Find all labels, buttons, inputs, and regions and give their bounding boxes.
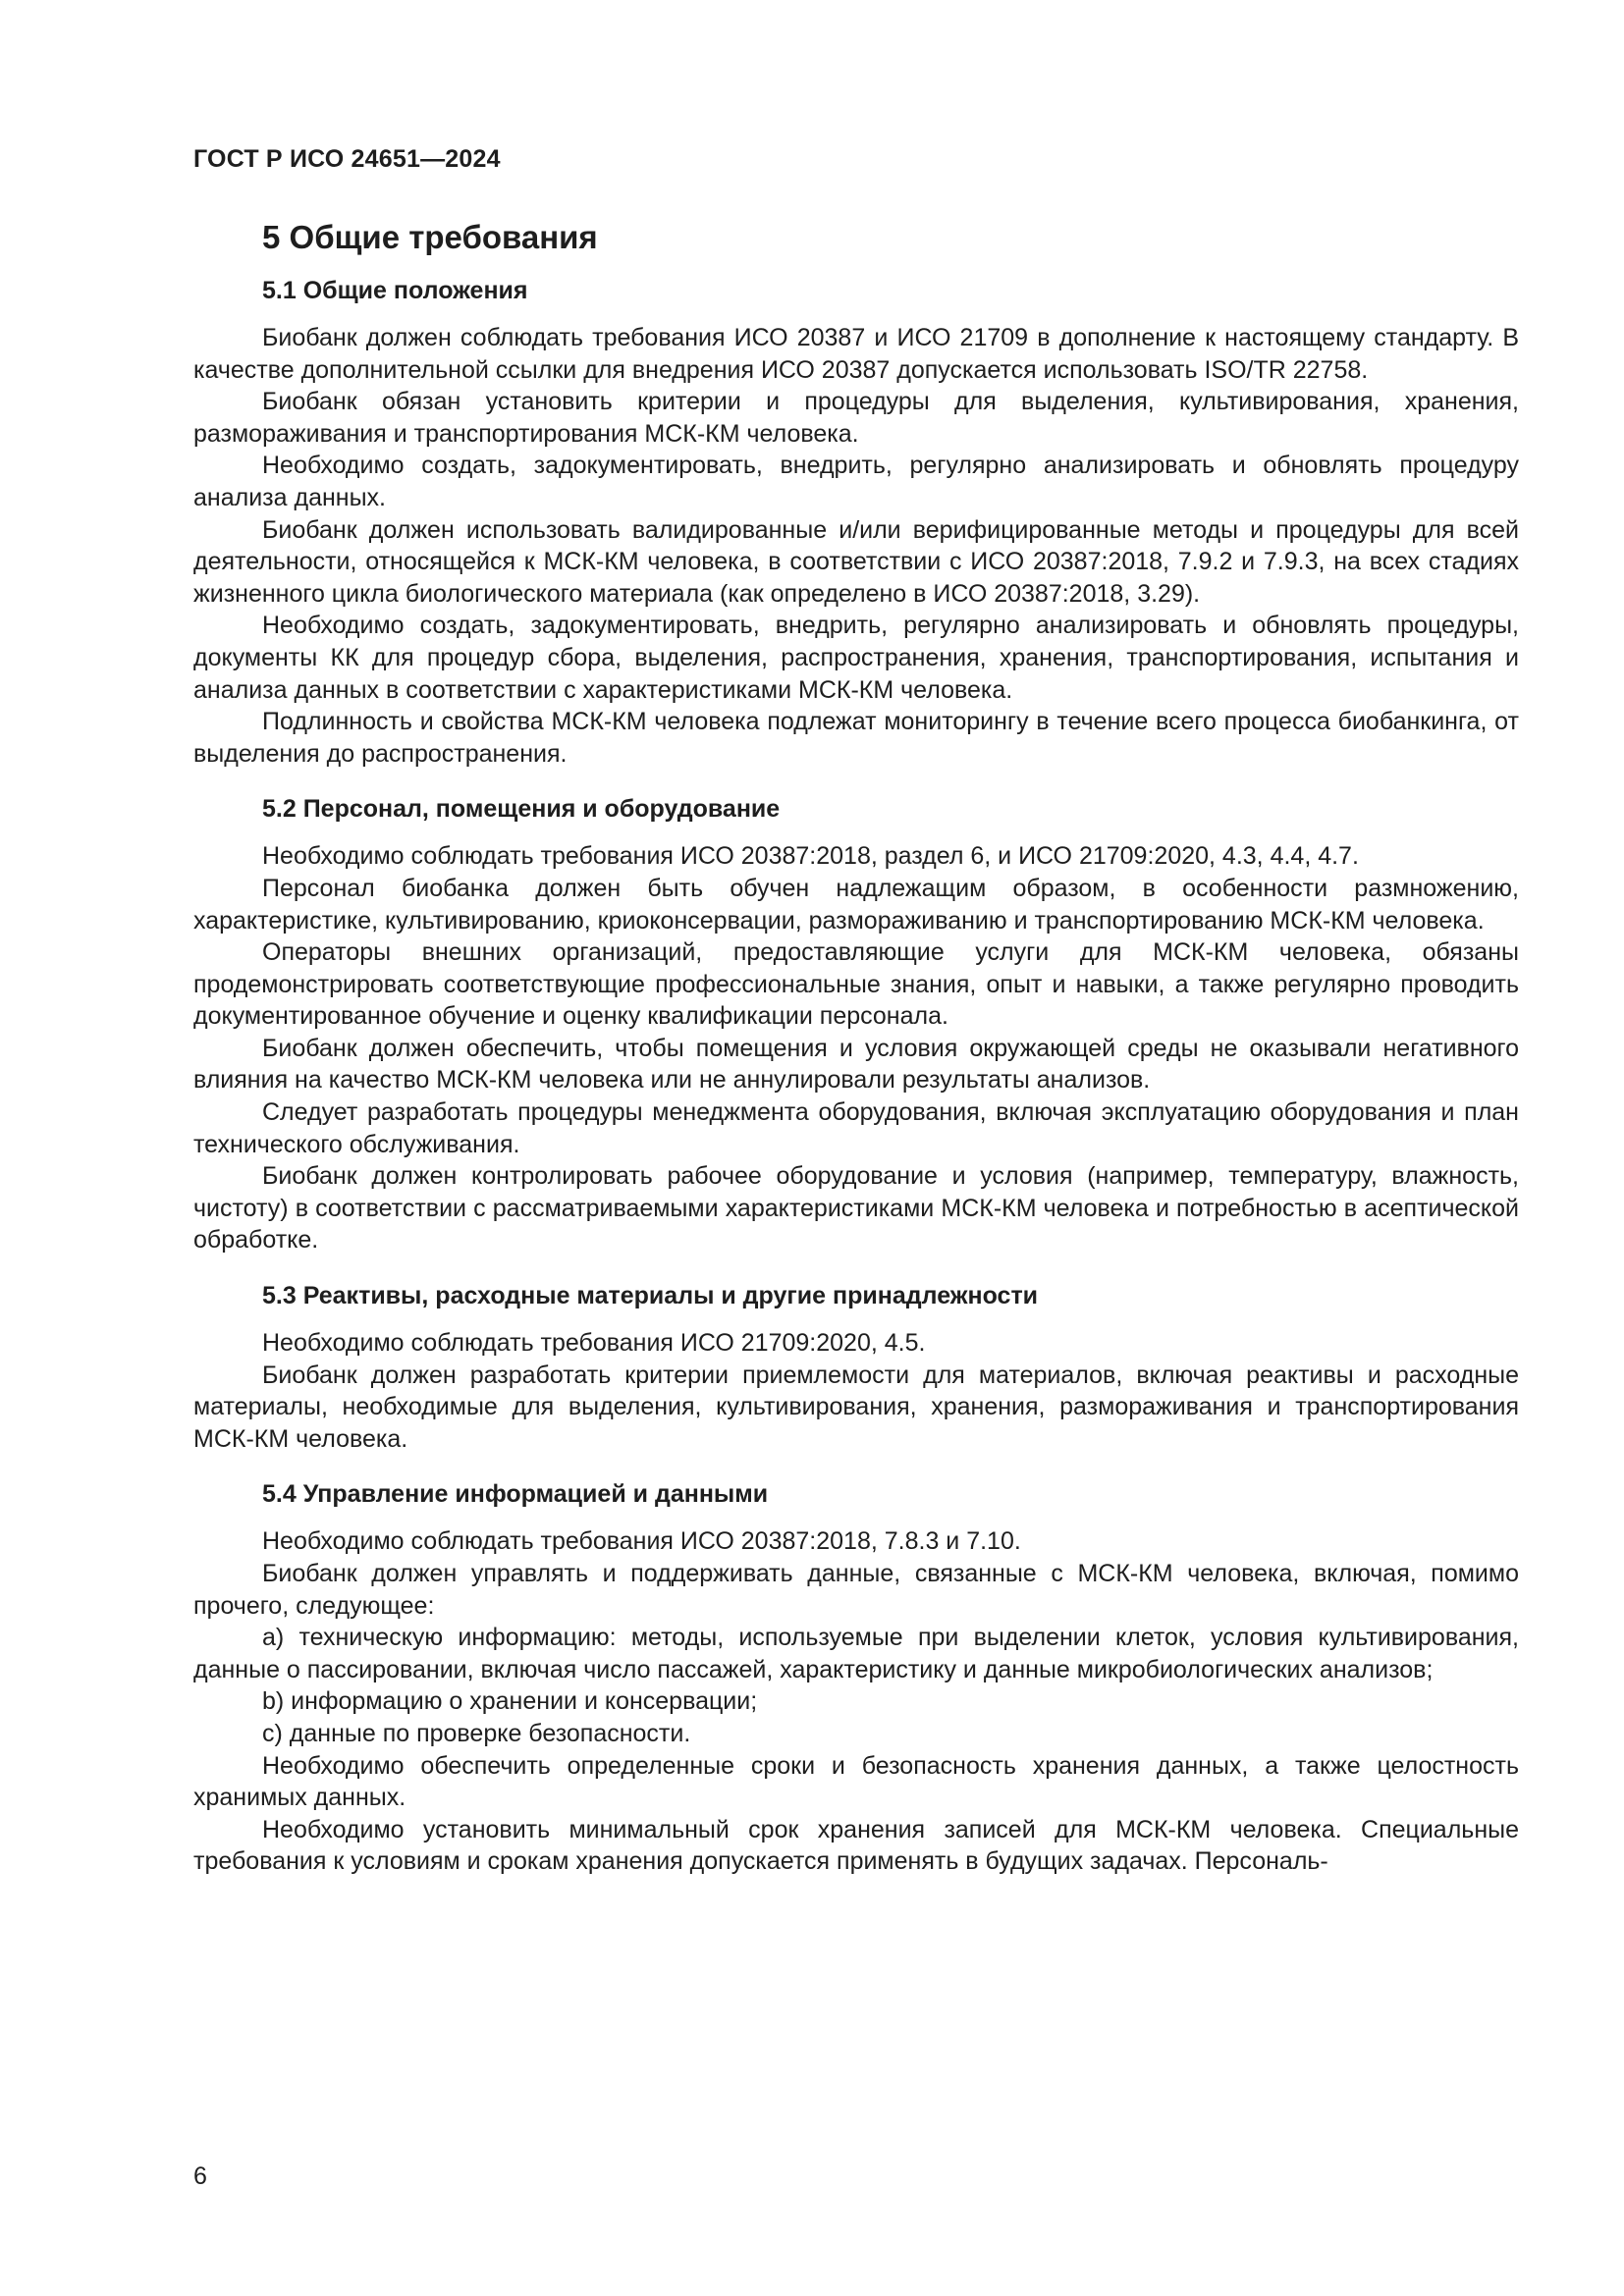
paragraph: Биобанк должен использовать валидированные и/или верифицированные методы и процедуры для всей деятельности, относящейся к МСК-КМ человека, в соответствии с ИСО 20387:2018, 7.9.2 и 7.9.3, на всех стадиях жизненного цикла биологического материала (как определено в ИСО 20387:2018, 3.29). — [193, 515, 1519, 608]
paragraph: Необходимо создать, задокументировать, внедрить, регулярно анализировать и обновлять процедуру анализа данных. — [193, 452, 1519, 511]
paragraph: Биобанк должен разработать критерии приемлемости для материалов, включая реактивы и расходные материалы, необходимые для выделения, культивирования, хранения, размораживания и транспортирования МСК-КМ человека. — [193, 1361, 1519, 1453]
paragraph: Необходимо установить минимальный срок хранения записей для МСК-КМ человека. Специальные требования к условиям и срокам хранения допускается применять в будущих задачах. Персональ- — [193, 1815, 1519, 1876]
paragraph: Необходимо создать, задокументировать, внедрить, регулярно анализировать и обновлять процедуры, документы КК для процедур сбора, выделения, распространения, хранения, транспортирования, испытания и анализа данных в соответствии с характеристиками МСК-КМ человека. — [193, 612, 1519, 704]
paragraph: Персонал биобанка должен быть обучен надлежащим образом, в особенности размножению, характеристике, культивированию, криоконсервации, размораживанию и транспортированию МСК-КМ человека. — [193, 874, 1519, 934]
page-number: 6 — [193, 2163, 207, 2190]
page-content — [193, 218, 1519, 1878]
paragraph: Необходимо соблюдать требования ИСО 20387:2018, 7.8.3 и 7.10. — [262, 1527, 1021, 1556]
section-title: 5 Общие требования — [262, 219, 598, 255]
paragraph: Операторы внешних организаций, предоставляющие услуги для МСК-КМ человека, обязаны продемонстрировать соответствующие профессиональные знания, опыт и навыки, а также регулярно проводить документированное обучение и оценку квалификации персонала. — [193, 938, 1519, 1031]
subsection-5-3-title: 5.3 Реактивы, расходные материалы и другие принадлежности — [262, 1282, 1039, 1310]
list-item: a) техническую информацию: методы, используемые при выделении клеток, условия культивирования, данные о пассировании, включая число пассажей, характеристику и данные микробиологических анализов; — [193, 1624, 1519, 1683]
paragraph: Необходимо обеспечить определенные сроки и безопасность хранения данных, а также целостность хранимых данных. — [193, 1751, 1519, 1812]
subsection-5-4-title: 5.4 Управление информацией и данными — [262, 1480, 769, 1509]
paragraph: Необходимо соблюдать требования ИСО 20387:2018, раздел 6, и ИСО 21709:2020, 4.3, 4.4, 4.7. — [262, 842, 1359, 871]
paragraph: Биобанк должен соблюдать требования ИСО 20387 и ИСО 21709 в дополнение к настоящему стандарту. В качестве дополнительной ссылки для внедрения ИСО 20387 допускается использовать ISO/TR 22758. — [193, 324, 1519, 384]
subsection-5-2-title: 5.2 Персонал, помещения и оборудование — [262, 795, 781, 824]
paragraph: Биобанк должен контролировать рабочее оборудование и условия (например, температуру, влажность, чистоту) в соответствии с рассматриваемыми характеристиками МСК-КМ человека и потребностью в асептической обработке. — [193, 1162, 1519, 1255]
list-item: c) данные по проверке безопасности. — [262, 1719, 691, 1747]
paragraph: Биобанк должен управлять и поддерживать данные, связанные с МСК-КМ человека, включая, помимо прочего, следующее: — [193, 1560, 1519, 1620]
paragraph: Биобанк должен обеспечить, чтобы помещения и условия окружающей среды не оказывали негативного влияния на качество МСК-КМ человека или не аннулировали результаты анализов. — [193, 1034, 1519, 1095]
document-header: ГОСТ Р ИСО 24651—2024 — [193, 145, 501, 173]
list-item: b) информацию о хранении и консервации; — [262, 1687, 758, 1716]
paragraph: Биобанк обязан установить критерии и процедуры для выделения, культивирования, хранения, размораживания и транспортирования МСК-КМ человека. — [193, 388, 1519, 448]
paragraph: Следует разработать процедуры менеджмента оборудования, включая эксплуатацию оборудования и план технического обслуживания. — [193, 1098, 1519, 1158]
subsection-5-1-title: 5.1 Общие положения — [262, 277, 528, 304]
paragraph: Необходимо соблюдать требования ИСО 21709:2020, 4.5. — [262, 1329, 926, 1358]
paragraph: Подлинность и свойства МСК-КМ человека подлежат мониторингу в течение всего процесса биобанкинга, от выделения до распространения. — [193, 708, 1519, 768]
